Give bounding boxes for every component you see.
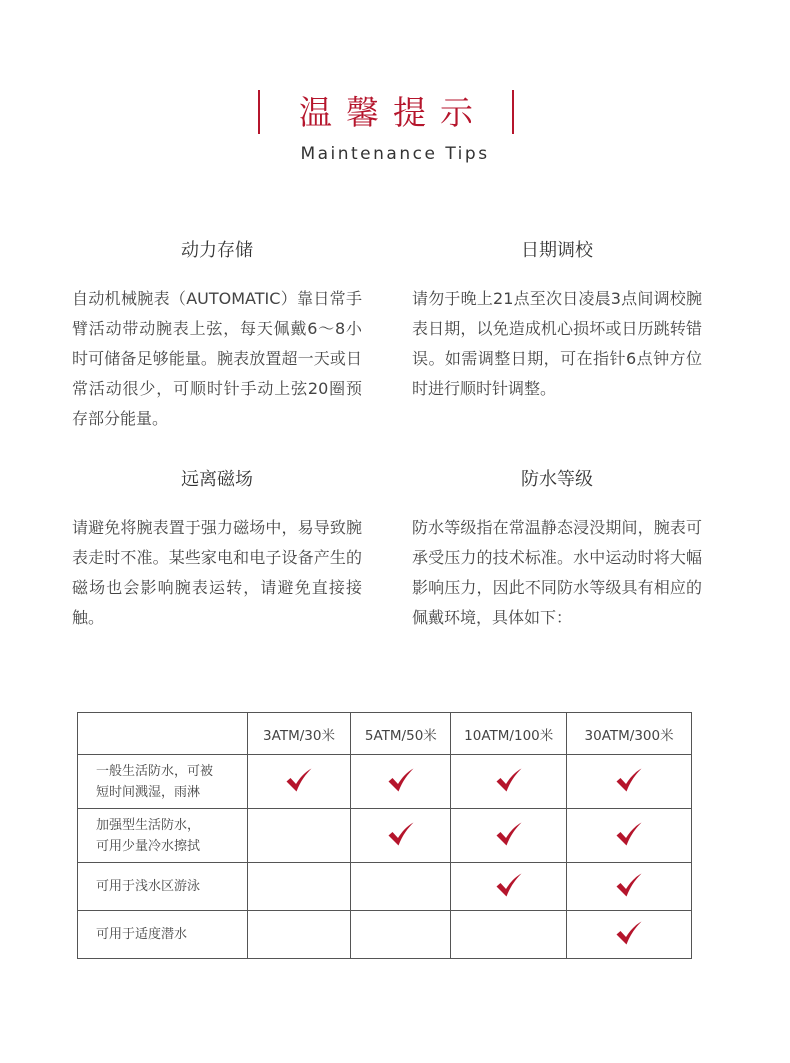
section-power-reserve	[72, 238, 362, 434]
check-cell	[247, 755, 351, 809]
row-label: 加强型生活防水， 可用少量冷水擦拭	[78, 809, 248, 863]
table-header-cell: 30ATM/300米	[567, 713, 692, 755]
section-title: 日期调校	[521, 240, 593, 261]
checkmark-icon	[495, 767, 523, 793]
section-title: 远离磁场	[181, 469, 253, 490]
checkmark-icon	[615, 920, 643, 946]
page-subtitle: Maintenance Tips	[300, 144, 490, 164]
check-cell	[351, 755, 451, 809]
section-body: 请避免将腕表置于强力磁场中，易导致腕表走时不准。某些家电和电子设备产生的磁场也会影响腕表运转，请避免直接接触。	[72, 518, 362, 627]
table-header-cell: 3ATM/30米	[247, 713, 351, 755]
row-label: 可用于适度潜水	[78, 911, 248, 959]
check-cell	[451, 863, 567, 911]
checkmark-icon	[285, 767, 313, 793]
check-cell	[567, 911, 692, 959]
table-header-row	[78, 713, 692, 755]
section-title: 动力存储	[181, 240, 253, 261]
table-row	[78, 911, 692, 959]
table-header-cell: 10ATM/100米	[451, 713, 567, 755]
water-resistance-table	[77, 712, 692, 959]
table-row	[78, 863, 692, 911]
row-label: 可用于浅水区游泳	[78, 863, 248, 911]
check-cell	[567, 809, 692, 863]
row-label: 一般生活防水，可被 短时间溅湿，雨淋	[78, 755, 248, 809]
section-body: 自动机械腕表（AUTOMATIC）靠日常手臂活动带动腕表上弦，每天佩戴6～8小时可储备足够能量。腕表放置超一天或日常活动很少，可顺时针手动上弦20圈预存部分能量。	[72, 289, 362, 428]
section-title: 防水等级	[521, 469, 593, 490]
table-header-cell: 5ATM/50米	[351, 713, 451, 755]
check-cell	[567, 755, 692, 809]
check-cell	[567, 863, 692, 911]
check-cell	[247, 863, 351, 911]
check-cell	[451, 911, 567, 959]
page-header	[0, 88, 790, 178]
check-cell	[351, 809, 451, 863]
checkmark-icon	[615, 767, 643, 793]
title-right-bar	[512, 90, 514, 134]
page-title: 温馨提示	[299, 93, 487, 132]
table-header-cell	[78, 713, 248, 755]
section-body: 防水等级指在常温静态浸没期间，腕表可承受压力的技术标准。水中运动时将大幅影响压力，因此不同防水等级具有相应的佩戴环境，具体如下：	[412, 518, 702, 627]
checkmark-icon	[615, 872, 643, 898]
check-cell	[351, 911, 451, 959]
section-date-setting	[412, 238, 702, 404]
section-magnetism	[72, 467, 362, 633]
check-cell	[451, 755, 567, 809]
check-cell	[351, 863, 451, 911]
checkmark-icon	[387, 821, 415, 847]
checkmark-icon	[615, 821, 643, 847]
checkmark-icon	[495, 821, 523, 847]
table-row	[78, 755, 692, 809]
check-cell	[247, 911, 351, 959]
table-row	[78, 809, 692, 863]
check-cell	[451, 809, 567, 863]
section-body: 请勿于晚上21点至次日凌晨3点间调校腕表日期，以免造成机心损坏或日历跳转错误。如需调整日期，可在指针6点钟方位时进行顺时针调整。	[412, 289, 702, 398]
checkmark-icon	[495, 872, 523, 898]
section-water-resistance	[412, 467, 702, 633]
check-cell	[247, 809, 351, 863]
checkmark-icon	[387, 767, 415, 793]
